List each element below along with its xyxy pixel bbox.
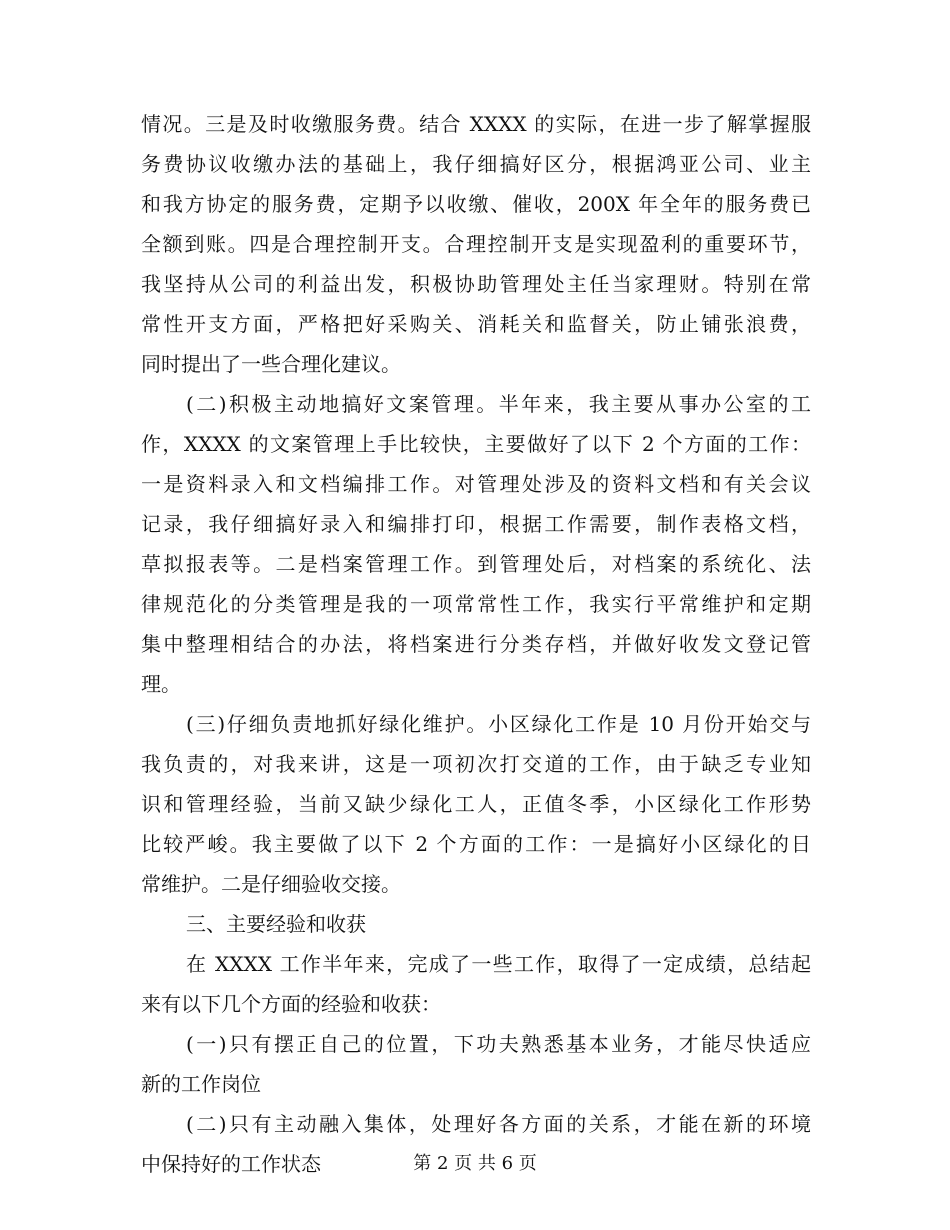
text-line: (三)仔细负责地抓好绿化维护。小区绿化工作是 10 月份开始交与 bbox=[186, 712, 811, 736]
text-line: 理。 bbox=[141, 672, 181, 696]
text-line: 常性开支方面，严格把好采购关、消耗关和监督关，防止铺张浪费， bbox=[141, 312, 811, 336]
text-line: 比较严峻。我主要做了以下 2 个方面的工作：一是搞好小区绿化的日 bbox=[141, 832, 811, 856]
text-line: 作，XXXX 的文案管理上手比较快，主要做好了以下 2 个方面的工作： bbox=[141, 432, 811, 456]
text-line: 情况。三是及时收缴服务费。结合 XXXX 的实际，在进一步了解掌握服 bbox=[141, 112, 811, 136]
text-line: (二)积极主动地搞好文案管理。半年来，我主要从事办公室的工 bbox=[186, 392, 811, 416]
text-line: 同时提出了一些合理化建议。 bbox=[141, 352, 401, 376]
document-body bbox=[141, 104, 811, 1184]
text-line: 新的工作岗位 bbox=[141, 1072, 261, 1096]
text-line: 在 XXXX 工作半年来，完成了一些工作，取得了一定成绩，总结起 bbox=[186, 952, 811, 976]
text-line: 识和管理经验，当前又缺少绿化工人，正值冬季，小区绿化工作形势 bbox=[141, 792, 811, 816]
text-line: 中保持好的工作状态 bbox=[141, 1152, 321, 1176]
text-line: 集中整理相结合的办法，将档案进行分类存档，并做好收发文登记管 bbox=[141, 632, 811, 656]
text-line: 来有以下几个方面的经验和收获： bbox=[141, 992, 441, 1016]
page-footer: 第 2 页 共 6 页 bbox=[413, 1153, 537, 1174]
text-line: 记录，我仔细搞好录入和编排打印，根据工作需要，制作表格文档， bbox=[141, 512, 811, 536]
text-line: 一是资料录入和文档编排工作。对管理处涉及的资料文档和有关会议 bbox=[141, 472, 811, 496]
text-line: (一)只有摆正自己的位置，下功夫熟悉基本业务，才能尽快适应 bbox=[186, 1032, 811, 1056]
text-line: 常维护。二是仔细验收交接。 bbox=[141, 872, 401, 896]
text-line: 我坚持从公司的利益出发，积极协助管理处主任当家理财。特别在常 bbox=[141, 272, 811, 296]
text-line: 律规范化的分类管理是我的一项常常性工作，我实行平常维护和定期 bbox=[141, 592, 811, 616]
text-line: 我负责的，对我来讲，这是一项初次打交道的工作，由于缺乏专业知 bbox=[141, 752, 811, 776]
text-line: 草拟报表等。二是档案管理工作。到管理处后，对档案的系统化、法 bbox=[141, 552, 811, 576]
text-line: 务费协议收缴办法的基础上，我仔细搞好区分，根据鸿亚公司、业主 bbox=[141, 152, 811, 176]
text-line: (二)只有主动融入集体，处理好各方面的关系，才能在新的环境 bbox=[186, 1112, 811, 1136]
text-line: 全额到账。四是合理控制开支。合理控制开支是实现盈利的重要环节， bbox=[141, 232, 811, 256]
text-line: 和我方协定的服务费，定期予以收缴、催收，200X 年全年的服务费已 bbox=[141, 192, 811, 216]
text-line: 三、主要经验和收获 bbox=[186, 912, 366, 936]
